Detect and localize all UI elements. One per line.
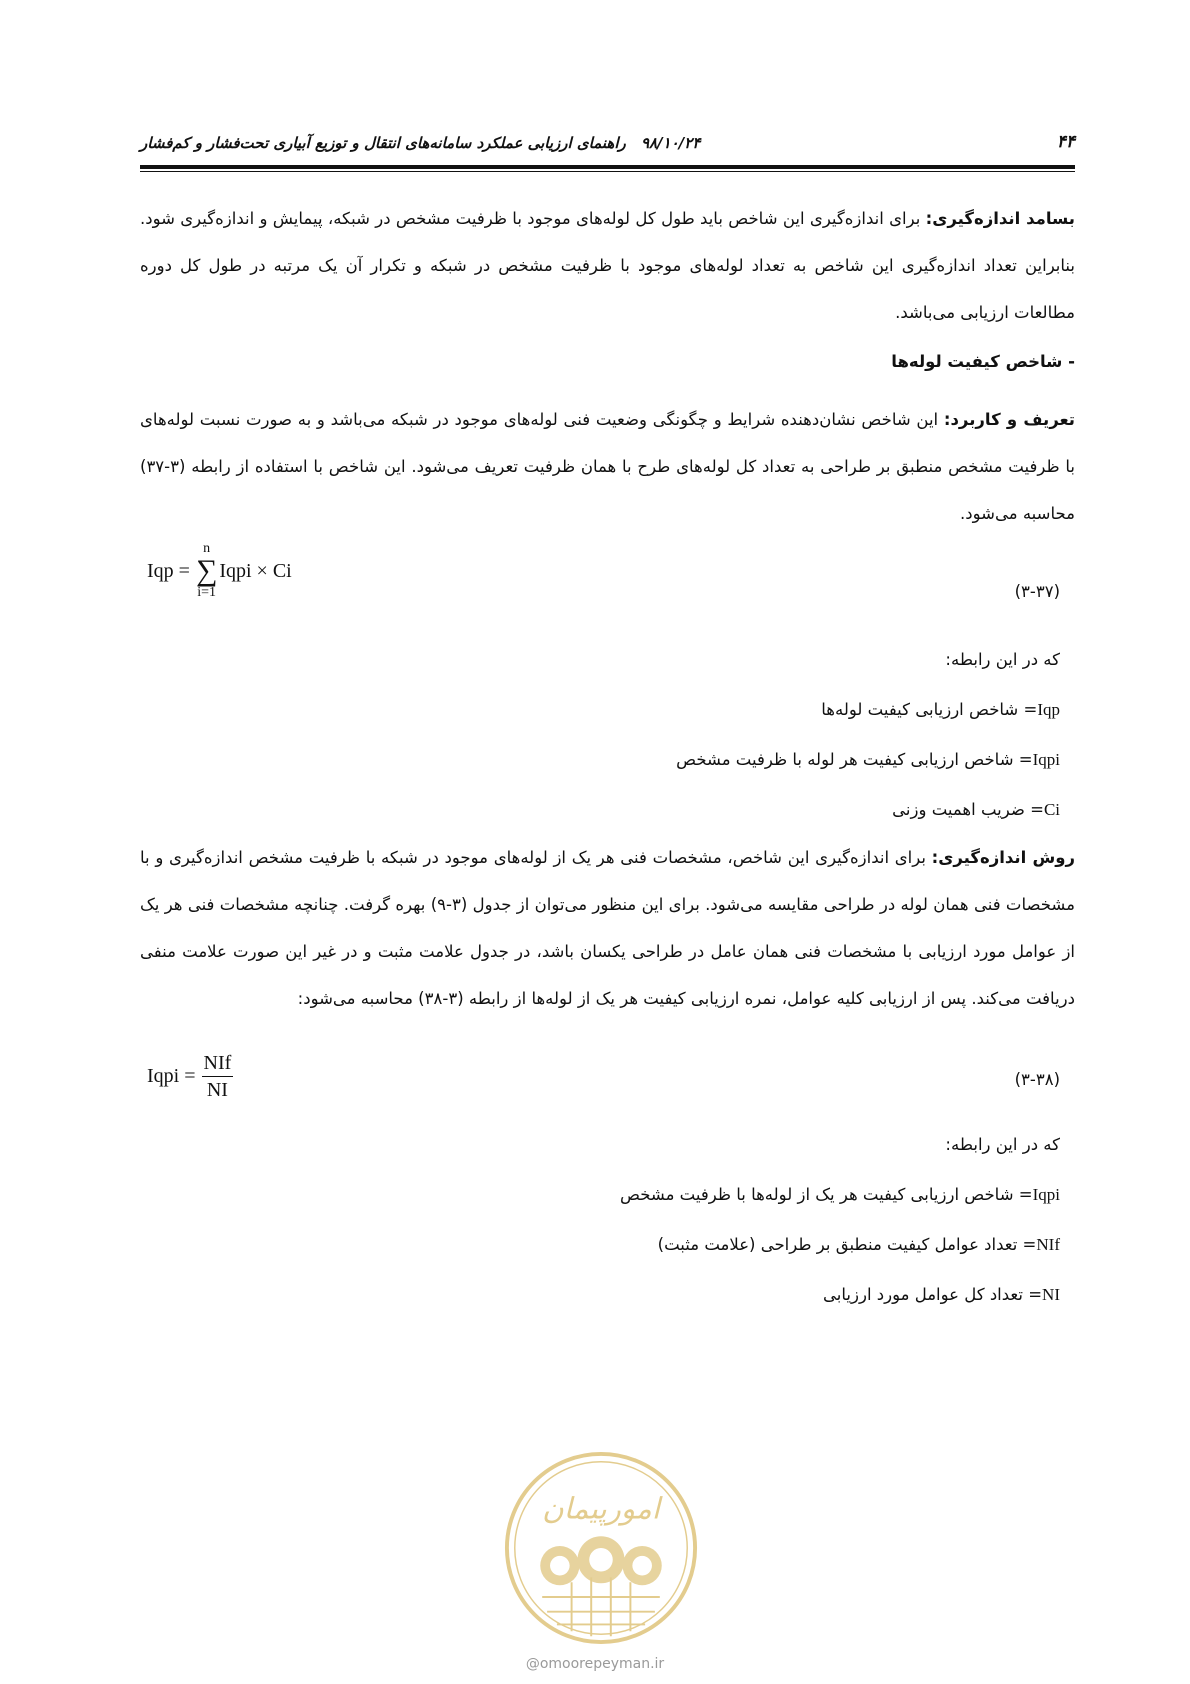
watermark-site: @omoorepeyman.ir	[525, 1656, 665, 1672]
symbol: NI	[1042, 1285, 1060, 1304]
symbol: NIf	[1036, 1235, 1060, 1254]
header-rule-thin	[140, 171, 1075, 172]
definition-item	[360, 735, 1060, 785]
equation-number: (۳-۳۸)	[1014, 1070, 1060, 1089]
definition-text: = ضریب اهمیت وزنی	[892, 800, 1044, 819]
symbol: Iqpi	[1032, 1185, 1060, 1204]
definition-item	[360, 1270, 1060, 1320]
equation-37	[147, 542, 292, 600]
equation-38	[147, 1052, 233, 1101]
paragraph-text: برای اندازه‌گیری این شاخص باید طول کل لوله‌های موجود با ظرفیت مشخص در شبکه، پیمایش و اندازه‌گیری شود. بنابراین تعداد اندازه‌گیری این شاخص به تعداد لوله‌های موجود با ظرفیت مشخص در شبکه و تکرار آن یک مرتبه در طول کل دوره مطالعات ارزیابی می‌باشد.	[140, 209, 1075, 322]
denominator: NI	[206, 1079, 228, 1101]
equation-rhs: Iqpi × Ci	[219, 559, 292, 582]
equation-lhs: Iqpi =	[147, 1065, 196, 1087]
paragraph-text: این شاخص نشان‌دهنده شرایط و چگونگی وضعیت فنی لوله‌های موجود در شبکه می‌باشد و به صورت نسبت لوله‌های با ظرفیت مشخص منطبق بر طراحی به تعداد کل لوله‌های طرح با همان ظرفیت تعریف می‌شود. این شاخص با استفاده از رابطه (۳-۳۷) محاسبه می‌شود.	[140, 410, 1075, 523]
equation-lhs: Iqp =	[147, 559, 190, 582]
header-title: راهنمای ارزیابی عملکرد سامانه‌های انتقال و توزیع آبیاری تحت‌فشار و کم‌فشار	[140, 134, 626, 152]
fraction	[202, 1052, 234, 1101]
definition-text: = تعداد عوامل کیفیت منطبق بر طراحی (علامت مثبت)	[657, 1235, 1037, 1254]
definition-item	[360, 685, 1060, 735]
definitions-list	[360, 635, 1060, 835]
paragraph-measurement-method	[140, 834, 1075, 1022]
page-header	[140, 132, 1075, 158]
header-rule-thick	[140, 165, 1075, 169]
paragraph-label: تعریف و کاربرد:	[943, 410, 1075, 429]
definition-text: = شاخص ارزیابی کیفیت لوله‌ها	[821, 700, 1038, 719]
sum-lower-limit: i=1	[197, 585, 217, 600]
header-date: ۹۸/۱۰/۲۴	[640, 134, 701, 152]
sigma-symbol: ∑	[195, 554, 218, 587]
paragraph-definition	[140, 396, 1075, 537]
section-heading: - شاخص کیفیت لوله‌ها	[891, 352, 1075, 371]
paragraph-text: برای اندازه‌گیری این شاخص، مشخصات فنی هر یک از لوله‌های موجود در شبکه با ظرفیت مشخص اندازه‌گیری و با مشخصات فنی همان لوله در طراحی مقایسه می‌شود. برای این منظور می‌توان از جدول (۳-۹) بهره گرفت. چنانچه مشخصات فنی هر یک از عوامل مورد ارزیابی با مشخصات فنی همان عامل در طراحی یکسان باشد، در جدول علامت مثبت و در غیر این صورت علامت منفی دریافت می‌کند. پس از ارزیابی کلیه عوامل، نمره ارزیابی کیفیت هر یک از لوله‌ها از رابطه (۳-۳۸) محاسبه می‌شود:	[140, 848, 1075, 1008]
definition-text: = شاخص ارزیابی کیفیت هر لوله با ظرفیت مشخص	[676, 750, 1033, 769]
definition-item	[360, 785, 1060, 835]
definition-item	[360, 1170, 1060, 1220]
page-number: ۴۴	[1056, 132, 1075, 152]
summation	[196, 542, 217, 600]
symbol: Ci	[1043, 800, 1060, 819]
symbol: Iqp	[1037, 700, 1060, 719]
sum-upper-limit: n	[203, 541, 211, 556]
equation-number: (۳-۳۷)	[1014, 582, 1060, 601]
watermark-logo-text: امورپیمان	[542, 1491, 660, 1526]
definition-text: = تعداد کل عوامل مورد ارزیابی	[823, 1285, 1043, 1304]
definitions-intro: که در این رابطه:	[945, 650, 1060, 669]
paragraph-measurement-frequency	[140, 195, 1075, 336]
paragraph-label: روش اندازه‌گیری:	[931, 848, 1075, 867]
definitions-list	[360, 1120, 1060, 1320]
definitions-intro: که در این رابطه:	[945, 1135, 1060, 1154]
numerator: NIf	[202, 1052, 234, 1077]
paragraph-label: بسامد اندازه‌گیری:	[925, 209, 1076, 228]
definition-item	[360, 1220, 1060, 1270]
running-title	[140, 134, 700, 152]
definition-text: = شاخص ارزیابی کیفیت هر یک از لوله‌ها با ظرفیت مشخص	[620, 1185, 1033, 1204]
symbol: Iqpi	[1032, 750, 1060, 769]
watermark-logo	[503, 1450, 699, 1646]
